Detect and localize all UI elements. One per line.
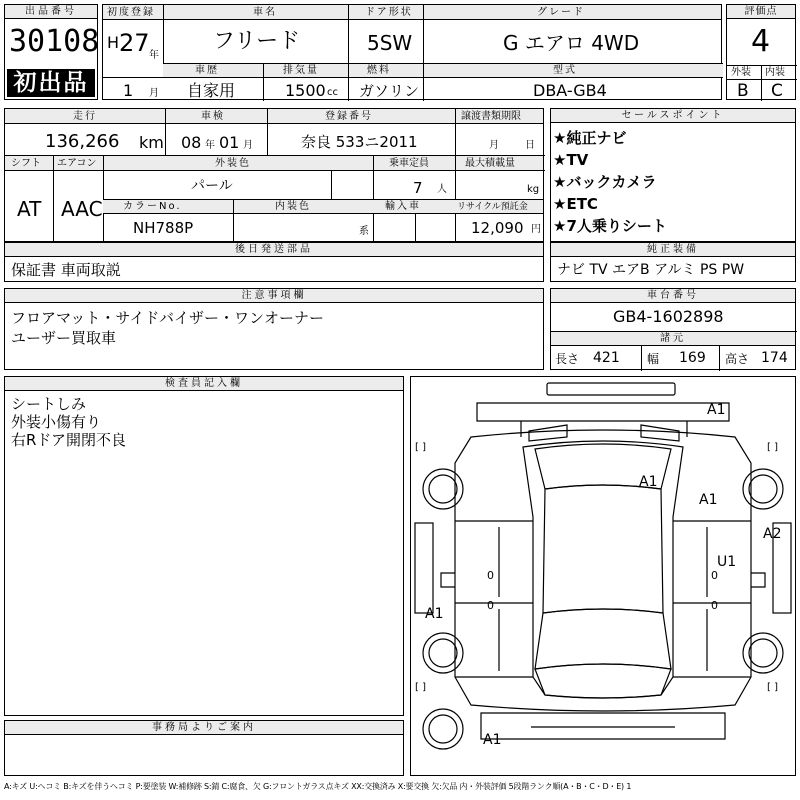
bracket-mark: [ ] — [767, 442, 778, 453]
aircon-value: AAC — [61, 197, 103, 221]
score-int-value: C — [771, 81, 783, 101]
sales-point-item: ★7人乗りシート — [553, 217, 667, 235]
color-no-label: カラーNo. — [123, 201, 182, 212]
car-diagram-box — [410, 376, 796, 776]
displacement-unit: cc — [327, 87, 338, 98]
legend-text: A:キズ U:ヘコミ B:キズを伴うヘコミ P:要塗装 W:補修跡 S:錆 C:腐食、欠 G:フロントガラス点キズ XX:交換済み X:要交換 欠:欠品 内・外装評価 5段階ランク順(A・B・C・D・E) 1 — [4, 782, 632, 791]
grade-label: グレード — [537, 7, 585, 18]
exterior-color-value: パール — [191, 178, 233, 194]
first-reg-year-unit: 年 — [149, 50, 159, 61]
mileage-unit: km — [139, 133, 164, 152]
svg-text:0: 0 — [711, 599, 718, 612]
capacity-label: 乗車定員 — [389, 158, 429, 169]
first-reg-era: H — [107, 33, 120, 52]
sales-points-box — [550, 108, 796, 242]
mileage-value: 136,266 — [45, 131, 120, 152]
door-label: ドア形状 — [365, 7, 413, 18]
reg-no-value: 奈良 533ニ2011 — [301, 133, 418, 151]
office-box — [4, 720, 404, 776]
mileage-label: 走行 — [73, 111, 97, 122]
chassis-label: 車台番号 — [551, 289, 795, 303]
genuine-equip-value: ナビ TV エアB アルミ PS PW — [557, 262, 745, 278]
capacity-value: 7 — [413, 179, 423, 197]
max-load-label: 最大積載量 — [465, 158, 515, 169]
sales-point-item: ★バックカメラ — [553, 173, 657, 191]
svg-text:0: 0 — [487, 569, 494, 582]
history-value: 自家用 — [187, 81, 236, 100]
first-reg-month-unit: 月 — [149, 88, 159, 99]
transfer-day-unit: 日 — [525, 140, 535, 151]
history-label: 車歴 — [195, 65, 219, 76]
bracket-mark: [ ] — [415, 442, 426, 453]
damage-mark: A1 — [699, 492, 718, 508]
score-label: 評価点 — [727, 5, 795, 19]
damage-mark: A1 — [425, 606, 444, 622]
score-ext-value: B — [737, 81, 749, 101]
inspection-month-unit: 月 — [243, 140, 253, 151]
second-header-row — [163, 64, 723, 78]
bracket-mark: [ ] — [415, 682, 426, 693]
inspector-line: 右Rドア開閉不良 — [11, 431, 126, 449]
recycle-unit: 円 — [531, 224, 541, 235]
notes-line: ユーザー買取車 — [11, 329, 117, 347]
lot-box — [4, 4, 98, 100]
door-value: 5SW — [367, 31, 413, 55]
aircon-label: エアコン — [57, 158, 97, 169]
car-diagram — [411, 377, 795, 775]
height-value: 174 — [761, 350, 788, 366]
dims-label: 諸元 — [551, 332, 795, 346]
car-name-value: フリード — [213, 29, 301, 54]
damage-mark: A1 — [707, 402, 726, 418]
later-parts-value: 保証書 車両取説 — [11, 261, 121, 279]
sales-point-item: ★純正ナビ — [553, 129, 627, 147]
recycle-label: リサイクル預託金 — [457, 202, 528, 212]
later-parts-box — [4, 242, 544, 282]
recycle-value: 12,090 — [471, 219, 524, 237]
interior-color-unit: 系 — [359, 226, 369, 237]
length-value: 421 — [593, 350, 620, 366]
color-no-value: NH788P — [133, 219, 194, 237]
damage-mark: A2 — [763, 526, 782, 542]
office-label: 事務局よりご案内 — [5, 721, 403, 735]
inspection-year-unit: 年 — [205, 140, 215, 151]
damage-mark: A1 — [639, 474, 658, 490]
first-reg-month: 1 — [123, 81, 134, 100]
first-listing-badge: 初出品 — [7, 69, 95, 97]
lot-label: 出品番号 — [5, 5, 97, 19]
bracket-mark: [ ] — [767, 682, 778, 693]
score-ext-label: 外装 — [731, 67, 751, 78]
score-int-label: 内装 — [765, 67, 785, 78]
displacement-label: 排気量 — [283, 65, 319, 76]
car-name-label: 車名 — [253, 7, 277, 18]
genuine-equip-label: 純正装備 — [551, 243, 795, 257]
score-box — [726, 4, 796, 100]
width-label: 幅 — [647, 352, 660, 366]
svg-text:0: 0 — [487, 599, 494, 612]
grade-value: G エアロ 4WD — [503, 31, 640, 55]
inspection-label: 車検 — [201, 111, 225, 122]
transfer-label: 譲渡書類期限 — [461, 111, 521, 122]
sales-point-item: ★TV — [553, 151, 589, 169]
notes-label: 注意事項欄 — [5, 289, 543, 303]
inspector-line: 外装小傷有り — [11, 413, 102, 431]
capacity-unit: 人 — [437, 184, 447, 195]
length-label: 長さ — [555, 352, 580, 366]
damage-mark: U1 — [717, 554, 737, 570]
notes-box — [4, 288, 544, 370]
first-reg-label: 初度登録 — [107, 7, 155, 18]
inspector-label: 検査員記入欄 — [5, 377, 403, 391]
displacement-value: 1500 — [285, 81, 326, 100]
fuel-label: 燃料 — [367, 65, 391, 76]
sales-point-item: ★ETC — [553, 195, 598, 213]
import-label: 輸入車 — [385, 201, 421, 212]
width-value: 169 — [679, 350, 706, 366]
sales-points-label: セールスポイント — [551, 109, 795, 123]
fuel-value: ガソリン — [359, 82, 420, 100]
chassis-box — [550, 288, 796, 370]
svg-text:0: 0 — [711, 569, 718, 582]
max-load-unit: kg — [527, 184, 540, 195]
later-parts-label: 後日発送部品 — [5, 243, 543, 257]
notes-line: フロアマット・サイドバイザー・ワンオーナー — [11, 309, 325, 327]
top-info-box — [102, 4, 722, 100]
lot-number: 30108 — [9, 24, 100, 59]
first-reg-year: 27 — [119, 29, 150, 57]
height-label: 高さ — [725, 352, 750, 366]
detail-box — [4, 108, 544, 242]
inspector-line: シートしみ — [11, 395, 87, 413]
exterior-color-label: 外装色 — [215, 158, 251, 169]
interior-color-label: 内装色 — [275, 201, 311, 212]
model-code-label: 型式 — [553, 65, 577, 76]
inspector-box — [4, 376, 404, 716]
damage-mark: A1 — [483, 732, 502, 748]
shift-label: シフト — [11, 158, 41, 169]
chassis-value: GB4-1602898 — [613, 307, 724, 326]
shift-value: AT — [17, 197, 42, 221]
inspection-year: 08 — [181, 133, 202, 152]
inspection-month: 01 — [219, 133, 240, 152]
transfer-month-unit: 月 — [489, 140, 499, 151]
reg-no-label: 登録番号 — [325, 111, 373, 122]
model-code-value: DBA-GB4 — [533, 81, 607, 100]
genuine-equip-box — [550, 242, 796, 282]
score-value: 4 — [751, 24, 771, 59]
